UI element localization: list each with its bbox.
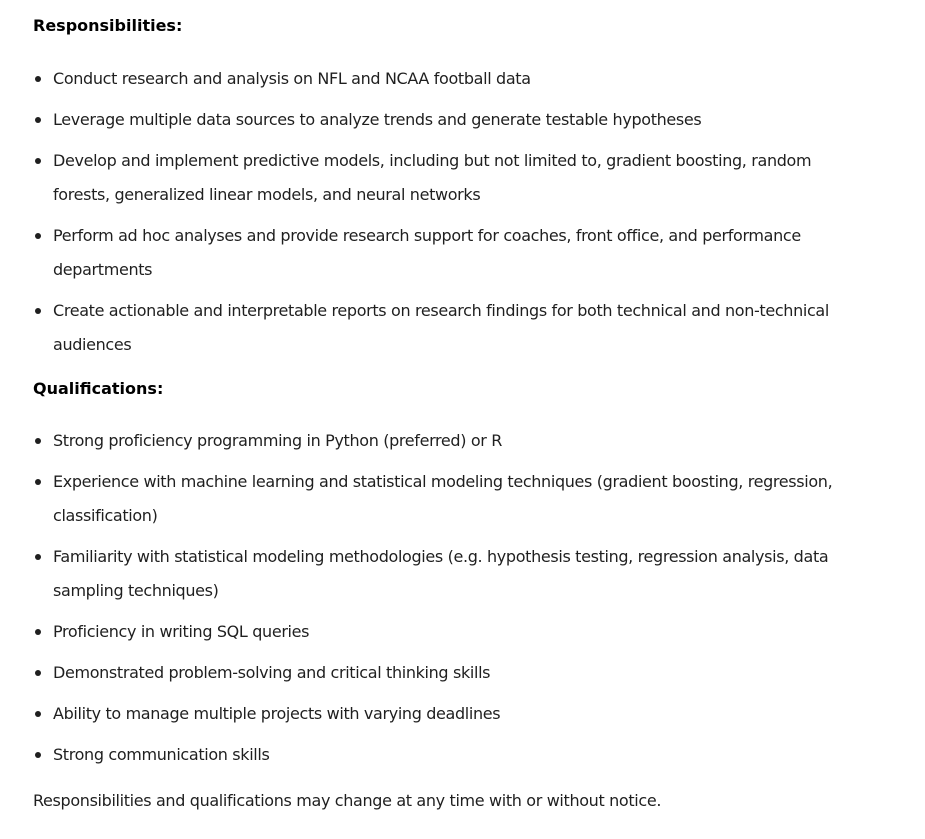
list-item: [33, 465, 863, 533]
bullet-icon: [35, 117, 41, 123]
bullet-icon: [35, 711, 41, 717]
list-item-text: Strong communication skills: [53, 745, 270, 764]
responsibilities-list: [33, 62, 863, 369]
list-item-text: Strong proficiency programming in Python (preferred) or R: [53, 431, 503, 450]
list-item: [33, 615, 863, 649]
list-item: [33, 294, 863, 362]
list-item-text: Perform ad hoc analyses and provide research support for coaches, front office, and performance departments: [53, 226, 801, 279]
qualifications-heading: Qualifications:: [33, 379, 164, 398]
list-item: [33, 697, 863, 731]
list-item-text: Familiarity with statistical modeling methodologies (e.g. hypothesis testing, regression analysis, data sampling techniques): [53, 547, 829, 600]
disclaimer-note: Responsibilities and qualifications may change at any time with or without notice.: [33, 791, 662, 810]
bullet-icon: [35, 670, 41, 676]
list-item: [33, 656, 863, 690]
list-item: [33, 144, 863, 212]
bullet-icon: [35, 629, 41, 635]
list-item-text: Ability to manage multiple projects with varying deadlines: [53, 704, 501, 723]
list-item: [33, 103, 863, 137]
list-item: [33, 424, 863, 458]
qualifications-list: [33, 424, 863, 779]
bullet-icon: [35, 233, 41, 239]
bullet-icon: [35, 479, 41, 485]
list-item-text: Proficiency in writing SQL queries: [53, 622, 310, 641]
list-item-text: Create actionable and interpretable reports on research findings for both technical and non-technical audiences: [53, 301, 829, 354]
list-item: [33, 540, 863, 608]
bullet-icon: [35, 76, 41, 82]
list-item-text: Develop and implement predictive models, including but not limited to, gradient boosting, random forests, generalized linear models, and neural networks: [53, 151, 812, 204]
list-item: [33, 62, 863, 96]
list-item-text: Demonstrated problem-solving and critical thinking skills: [53, 663, 491, 682]
bullet-icon: [35, 554, 41, 560]
bullet-icon: [35, 752, 41, 758]
list-item-text: Conduct research and analysis on NFL and NCAA football data: [53, 69, 531, 88]
responsibilities-heading: Responsibilities:: [33, 16, 183, 35]
bullet-icon: [35, 308, 41, 314]
list-item: [33, 738, 863, 772]
bullet-icon: [35, 438, 41, 444]
list-item-text: Leverage multiple data sources to analyze trends and generate testable hypotheses: [53, 110, 702, 129]
bullet-icon: [35, 158, 41, 164]
list-item-text: Experience with machine learning and statistical modeling techniques (gradient boosting, regression, classification): [53, 472, 833, 525]
list-item: [33, 219, 863, 287]
